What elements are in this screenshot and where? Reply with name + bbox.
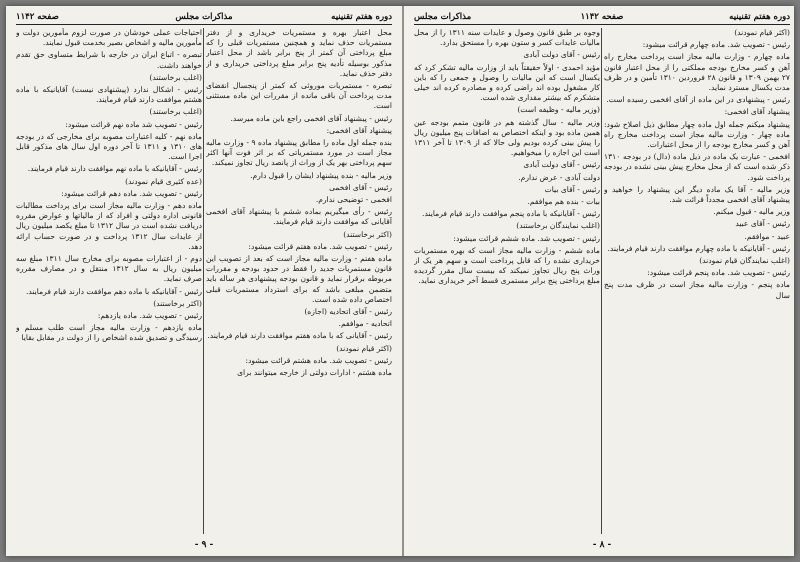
paragraph: رئیس - پیشنهاد آقای افخمی راجع باین ماده میرسد.: [230, 113, 392, 123]
book-spread: [6, 6, 794, 556]
paragraph: احتیاجات عملی خودشان در صورت لزوم مأمورین دولت و مأمورین مالیه و اشخاص بصیر بخدمت قبول نمایند.: [16, 28, 202, 48]
page-number-label: صفحه ۱۱۴۲: [16, 12, 59, 22]
paragraph: رئیس - تصویب شد. ماده چهارم قرائت میشود:: [642, 40, 790, 50]
paragraph: دوم - از اعتبارات مصوبه برای مخارج سال ۱۳۱۱ مبلغ سه میلیون ریال به سال ۱۳۱۲ منتقل و در مصارف مقرره صرف نماید.: [16, 254, 202, 284]
paragraph: افخمی - توضیحی ندارم.: [315, 195, 392, 205]
paragraph: رئیس - آقای دولت آبادی: [523, 160, 600, 170]
paragraph: رئیس - تصویب شد. ماده هشتم قرائت میشود:: [245, 355, 392, 365]
paragraph: بیات - بنده هم موافقم.: [527, 197, 600, 207]
paragraph: رئیس - آقای دولت آبادی: [523, 50, 600, 60]
paragraph: رئیس - تصویب شد. ماده ششم قرائت میشود:: [453, 233, 600, 243]
paragraph: رئیس - اشکال ندارد (پیشنهادی نیست) آقایانیکه با ماده هشتم موافقت دارند قیام فرمایند.: [16, 85, 202, 105]
paragraph: رئیس - رأی میگیریم بماده ششم با پیشنهاد آقای افخمی آقایانی که موافقت دارند قیام فرمایند.: [206, 207, 392, 227]
paragraph: رئیس - پیشنهادی در این ماده از آقای افخمی رسیده است.: [606, 95, 790, 105]
text-column-left: [16, 28, 202, 534]
paragraph: (اغلب نمایندگان قیام نمودند): [699, 256, 790, 266]
paragraph: ماده هفتم - وزارت مالیه مجاز است که بعد از تصویب این قانون مستمریات جدید را فقط در حدود بودجه و مقررات مربوطه برقرار نماید و قانون بودجه پیشنهادی هر ساله باید متضمن مبلغی باشد که برای استرداد مستمریات قبلی اختصاص داده شده است.: [206, 254, 392, 304]
paragraph: (اغلب برخاستند): [149, 107, 202, 117]
paragraph: رئیس - آقایانیکه با ماده پنجم موافقت دارند قیام فرمایند.: [422, 209, 600, 219]
paragraph: وزیر مالیه - آقا یک ماده دیگر این پیشنهاد را خواهید و پیشنهاد آقای افخمی مجدداً قرائت شد.: [604, 184, 790, 205]
paragraph: رئیس - آقایانیکه با ماده نهم موافقت دارند قیام فرمایند.: [27, 164, 202, 174]
paragraph: رئیس - تصویب شد. ماده دهم قرائت میشود:: [61, 188, 202, 198]
paragraph: (اغلب برخاستند): [149, 72, 202, 82]
paragraph: (اکثر قیام نمودند): [336, 343, 392, 353]
paragraph: رئیس - آقای افخمی: [329, 182, 392, 192]
session-label: دوره هفتم تقنینیه: [331, 12, 392, 22]
paragraph: وزیر مالیه - سال گذشته هم در قانون متمم بودجه عین همین ماده بود و اینکه اختصاص به اضافات پنج میلیون ریال را پیش بینی کرده بودیم ولی حالا که از ۱۳۰۹ تا آخر ۱۳۱۱ است این اجازه را میخواهیم.: [414, 117, 600, 158]
paragraph: (اکثر برخاستند): [343, 229, 392, 239]
column-divider: [203, 28, 204, 534]
paragraph: افخمی - عبارت یک ماده در ذیل ماده (دال) در بودجه ۱۳۱۰ ذکر شده است که از محل مخارج پیش بینی نشده در بودجه پرداخت شود.: [604, 152, 790, 182]
column-divider: [601, 28, 602, 534]
left-page: [10, 6, 398, 556]
page-footer-number: - ۸ -: [592, 540, 612, 550]
paragraph: رئیس - آقای بیات: [544, 184, 600, 194]
paragraph: ماده ششم - وزارت مالیه مجاز است که بهره مستمریات خریداری نشده را که قابل پرداخت است و سهم هر یک از وراث پنج ریال تجاوز نمیکند که بیست سال مقرر گردیده مبلغ پرداختی پنج برابر مستمری قسط آخر خریداری نماید.: [414, 245, 600, 286]
paragraph: ماده دهم - وزارت مالیه مجاز است برای پرداخت مطالبات قانونی اداره دولتی و افراد که از مالیاتها و عوارض مقرره دریافت نشده است در سال ۱۳۱۲ تا مبلغ یکصد میلیون ریال از عایدات سال ۱۳۱۲ پرداخت و در صورت حساب ارائه دهد.: [16, 201, 202, 251]
paragraph: (عده کثیری قیام نمودند): [125, 176, 202, 186]
paragraph: وزیر مالیه - بنده پیشنهاد ایشان را قبول دارم.: [250, 170, 392, 180]
paragraph: رئیس - تصویب شد. ماده پنجم قرائت میشود:: [647, 268, 790, 278]
page-number-label: صفحه ۱۱۴۲: [580, 12, 624, 22]
paragraph: (وزیر مالیه - وظیفه است): [517, 105, 600, 115]
paragraph: رئیس - آقایانی که با ماده هفتم موافقت دارند قیام فرمایند.: [207, 331, 392, 341]
paragraph: ماده نهم - کلیه اعتبارات مصوبه برای مخارجی که در بودجه های ۱۳۱۰ و ۱۳۱۱ تا آخر دوره اول سال های مذکور قابل اجرا است.: [16, 131, 202, 162]
paragraph: (اکثر برخاستند): [153, 298, 202, 308]
paragraph: بنده جمله اول ماده را مطابق پیشنهاد ماده ۹ - وزارت مالیه مجاز است در مورد مستمریاتی که بر اثر فوت آنها اکثر سهم پرداختی بهر یک از وراث از پانصد ریال تجاوز نمیکند.: [206, 138, 392, 168]
paragraph: پیشنهاد آقای افخمی:: [724, 107, 790, 117]
paragraph: عبید - موافقم.: [744, 231, 790, 241]
paragraph: رئیس - تصویب شد ماده نهم قرائت میشود:: [65, 119, 202, 129]
paragraph: دولت آبادی - عرض ندارم.: [518, 172, 600, 182]
paragraph: پیشنهاد آقای افخمی:: [326, 125, 392, 135]
paragraph: (اغلب نمایندگان برخاستند): [516, 221, 600, 231]
paragraph: مؤید احمدی - اولاً حقیقتاً باید از وزارت مالیه تشکر کرد که یکسال است که این مالیات را وصول و جمعی را که باین کار مشغول بوده اند راضی کرده و مصادره کرده اند خیلی متشکرم که بیشتر مقداری شده است.: [414, 62, 600, 103]
paragraph: رئیس - آقای اتحادیه (اجازه): [304, 307, 392, 317]
right-page: [408, 6, 796, 556]
paragraph: وزیر مالیه - قبول میکنم.: [713, 207, 790, 217]
paragraph: تبصره - اتباع ایران در خارجه با شرایط متساوی حق تقدم خواهند داشت.: [16, 50, 202, 70]
paragraph: رئیس - آقایانیکه با ماده دهم موافقت دارند قیام فرمایند.: [25, 286, 202, 296]
page-footer-number: - ۹ -: [194, 540, 214, 550]
paragraph: ماده چهارم - وزارت مالیه مجاز است پرداخت مخارج راه آهن و کسر مخارج بودجه مملکتی را از محل اعتبار قانون ۲۷ بهمن ۱۳۰۹ و قانون ۲۸ فروردین ۱۳۱۰ تأمین و در ظرف مدت یکسال مسترد نماید.: [604, 52, 790, 93]
journal-title: مذاکرات مجلس: [175, 12, 233, 22]
paragraph: (اکثر قیام نمودند): [734, 28, 790, 37]
paragraph: پیشنهاد میکنم جمله اول ماده چهار مطابق ذیل اصلاح شود: ماده چهار - وزارت مالیه مجاز است پرداخت مخارج راه آهن و کسر مخارج بودجه را از محل اعتبارات.: [604, 119, 790, 150]
journal-title: مذاکرات مجلس: [414, 12, 472, 22]
book-gutter: [402, 6, 404, 556]
page-header: [414, 10, 790, 25]
paragraph: وجوه بر طبق قانون وصول و عایدات سنه ۱۳۱۱ را از محل مالیات عایدات کسر و ستون بهره را مستحق بدارد.: [414, 28, 600, 48]
paragraph: ماده پنجم - وزارت مالیه مجاز است در ظرف مدت پنج سال: [604, 280, 790, 300]
text-column-left: [414, 28, 600, 534]
session-label: دوره هفتم تقنینیه: [729, 12, 790, 22]
paragraph: ماده یازدهم - وزارت مالیه مجاز است طلب مسلم و رسیدگی و تصدیق شده اشخاص را از دولت در مقابل بقایا: [16, 323, 202, 343]
paragraph: اتحادیه - موافقم.: [338, 319, 392, 329]
text-column-right: [206, 28, 392, 534]
page-header: [16, 10, 392, 25]
paragraph: رئیس - تصویب شد. ماده یازدهم:: [97, 311, 202, 321]
paragraph: رئیس - آقایانیکه با ماده چهارم موافقت دارند قیام فرمایند.: [607, 243, 790, 253]
paragraph: محل اعتبار بهره و مستمریات خریداری و از دفتر مستمریات حذف نماید و همچنین مستمریات قبلی را که مبلغ پرداختی آن کمتر از پنج برابر باشد از محل اعتبار مذکور بوسیله تأدیه پنج برابر مبلغ پرداختی خریداری و از دفتر حذف نماید.: [206, 28, 392, 78]
paragraph: ماده هشتم - ادارات دولتی از خارجه میتوانند برای: [237, 368, 392, 378]
paragraph: رئیس - آقای عبید: [735, 219, 790, 229]
paragraph: رئیس - تصویب شد. ماده هفتم قرائت میشود:: [248, 241, 392, 251]
text-column-right: [604, 28, 790, 534]
paragraph: تبصره - مستمریات موروثی که کمتر از پنجسال انقضای مدت پرداخت آن باقی مانده از مقررات این ماده مستثنی است.: [206, 81, 392, 111]
